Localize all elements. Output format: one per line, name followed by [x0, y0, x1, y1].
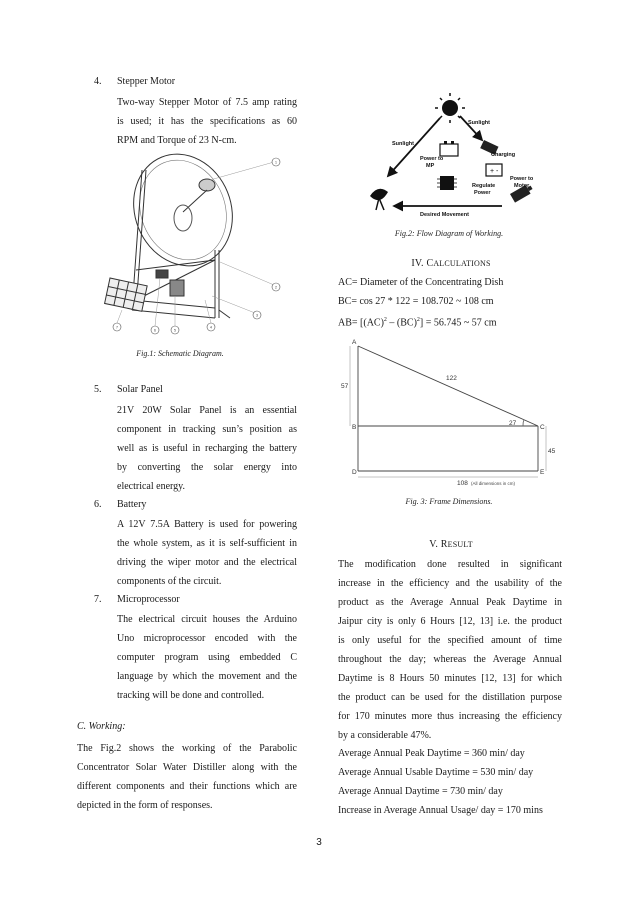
- item-5-line-2: component in tracking sun’s position as: [117, 424, 297, 435]
- label-charging: Charging: [491, 152, 516, 158]
- callout-label-2: 2: [274, 284, 278, 290]
- dim-angle: 27: [509, 420, 517, 427]
- result-line-8: the product can be used for the distillation purpose: [338, 692, 562, 703]
- stat-increase-usage: Increase in Average Annual Usage/ day = 170 mins: [338, 805, 543, 816]
- result-line-2: increase in the efficiency and the usability of the: [338, 578, 562, 589]
- collector: [199, 179, 215, 191]
- item-4-number: 4.: [94, 76, 102, 87]
- working-line-1: The Fig.2 shows the working of the Parabolic: [77, 743, 297, 754]
- point-d: D: [352, 469, 357, 476]
- item-4-line-3: RPM and Torque of 23 N-cm.: [117, 135, 237, 146]
- battery-icon: [440, 141, 458, 156]
- item-5-line-1: 21V 20W Solar Panel is an essential: [117, 405, 297, 416]
- item-7-line-1: The electrical circuit houses the Arduino: [117, 614, 297, 625]
- dim-ac: 122: [446, 375, 457, 382]
- label-sunlight-left: Sunlight: [392, 141, 414, 147]
- schematic-diagram: [100, 150, 300, 340]
- item-4-line-1: Two-way Stepper Motor of 7.5 amp rating: [117, 97, 297, 108]
- fig-2-caption: Fig.2: Flow Diagram of Working.: [394, 229, 504, 238]
- label-regulate-2: Power: [474, 190, 491, 196]
- working-heading: C. Working:: [77, 721, 126, 732]
- result-line-7: Daytime is 8 Hours 50 minutes [12, 13] for which: [338, 673, 562, 684]
- item-6-number: 6.: [94, 499, 102, 510]
- item-7-line-5: tracking will be done and controlled.: [117, 690, 265, 701]
- item-5-title: Solar Panel: [117, 384, 163, 395]
- callout-label-5: 5: [173, 327, 177, 333]
- item-7-line-4: language by which the movement and the: [117, 671, 297, 682]
- working-line-4: depicted in the form of responses.: [77, 800, 213, 811]
- label-desired-movement: Desired Movement: [420, 212, 469, 218]
- stepper-motor: [170, 280, 184, 296]
- label-power-to-mp-1: Power to: [420, 156, 444, 162]
- stat-usable-daytime: Average Annual Usable Daytime = 530 min/ day: [338, 767, 534, 778]
- item-4-line-2: is used; it has the specifications as 60: [117, 116, 297, 127]
- callout-label-1: 1: [274, 159, 278, 165]
- item-6-line-3: driving the wiper motor and the electrical: [117, 557, 297, 568]
- callout-label-6: 6: [153, 327, 157, 333]
- result-line-1: The modification done resulted in significant: [338, 559, 562, 570]
- result-line-5: is only useful for the specified amount of time: [338, 635, 562, 646]
- svg-text:+: +: [490, 168, 495, 175]
- item-6-line-2: the whole system, as it is self-sufficient in: [117, 538, 297, 549]
- callout-label-4: 4: [209, 324, 213, 330]
- stat-daytime: Average Annual Daytime = 730 min/ day: [338, 786, 503, 797]
- dim-ce: 45: [548, 448, 556, 455]
- frame-dimensions-diagram: [338, 336, 562, 488]
- point-b: B: [352, 424, 357, 431]
- item-7-title: Microprocessor: [117, 594, 180, 605]
- item-5-line-5: electrical energy.: [117, 481, 186, 492]
- page-number: 3: [316, 837, 322, 848]
- regulator-icon: [486, 164, 502, 176]
- result-line-6: throughout the day; whereas the Average Annual: [338, 654, 562, 665]
- dim-note: (All dimensions in cm): [471, 481, 516, 486]
- frame-line-ac: [358, 346, 538, 426]
- stat-peak-daytime: Average Annual Peak Daytime = 360 min/ day: [338, 748, 525, 759]
- dim-ab: 57: [341, 383, 349, 390]
- flow-diagram: [360, 88, 550, 223]
- result-line-4: Jaipur city is only 6 Hours [12, 13] i.e. the product: [338, 616, 562, 627]
- item-5-line-3: well as is useful in recharging the battery: [117, 443, 297, 454]
- point-c: C: [540, 424, 545, 431]
- label-sunlight-top: Sunlight: [468, 120, 490, 126]
- point-a: A: [352, 339, 357, 346]
- item-6-title: Battery: [117, 499, 147, 510]
- fig-1-caption: Fig.1: Schematic Diagram.: [136, 349, 224, 358]
- callout-label-7: 7: [115, 324, 119, 330]
- callout-label-3: 3: [255, 312, 259, 318]
- calc-bc: BC= cos 27 * 122 = 108.702 ~ 108 cm: [338, 296, 494, 307]
- item-5-line-4: by converting the solar energy into: [117, 462, 297, 473]
- working-line-2: Concentrator Solar Water Distiller along with the: [77, 762, 297, 773]
- label-power-to-mp-2: MP: [426, 163, 435, 169]
- item-4-title: Stepper Motor: [117, 76, 176, 87]
- result-line-3: product as the Average Annual Peak Daytime in: [338, 597, 562, 608]
- label-power-motor-2: Motor: [514, 183, 530, 189]
- dish-icon: [370, 189, 388, 210]
- dim-de: 108: [457, 480, 468, 487]
- calculations-heading: IV. CALCULATIONS: [411, 258, 491, 269]
- microprocessor-icon: [437, 176, 457, 190]
- calc-ac: AC= Diameter of the Concentrating Dish: [338, 277, 504, 288]
- item-7-line-2: Uno microprocessor encoded with the: [117, 633, 297, 644]
- label-regulate-1: Regulate: [472, 183, 496, 189]
- result-line-10: by a considerable 47%.: [338, 730, 432, 741]
- svg-text:-: -: [496, 168, 499, 175]
- battery: [156, 270, 168, 278]
- item-6-line-4: components of the circuit.: [117, 576, 222, 587]
- fig-3-caption: Fig. 3: Frame Dimensions.: [405, 497, 493, 506]
- calc-ab: AB= [(AC)$^2$ – (BC)$^2$] = 56.745 ~ 57 cm: [338, 317, 497, 329]
- item-7-line-3: computer program using embedded C: [117, 652, 297, 663]
- working-line-3: different components and their functions which are: [77, 781, 297, 792]
- result-line-9: for 170 minutes more thus increasing the efficiency: [338, 711, 562, 722]
- item-6-line-1: A 12V 7.5A Battery is used for powering: [117, 519, 297, 530]
- label-power-motor-1: Power to: [510, 176, 534, 182]
- item-5-number: 5.: [94, 384, 102, 395]
- result-heading: V. RESULT: [429, 539, 473, 550]
- parabolic-dish: [117, 150, 249, 281]
- item-7-number: 7.: [94, 594, 102, 605]
- solar-panel: [105, 278, 148, 311]
- point-e: E: [540, 469, 545, 476]
